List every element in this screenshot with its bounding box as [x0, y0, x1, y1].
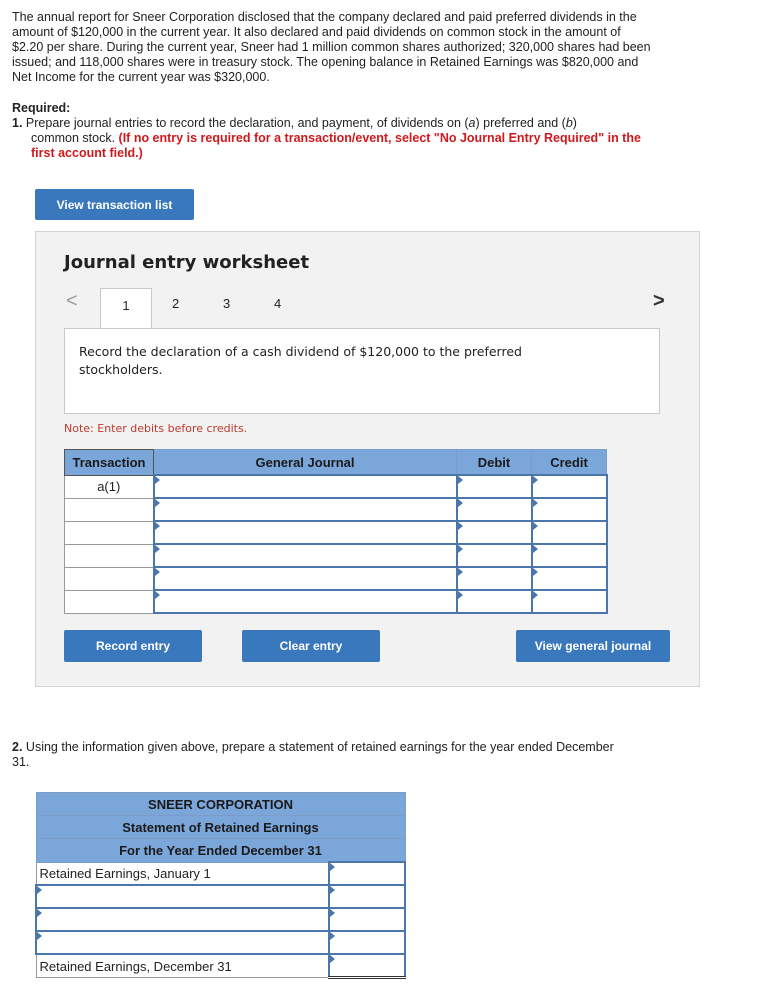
record-entry-button[interactable]: Record entry	[64, 630, 202, 662]
journal-row	[65, 521, 607, 544]
statement-row	[36, 931, 405, 954]
transaction-header: Transaction	[65, 450, 154, 476]
journal-table	[64, 449, 608, 614]
view-transaction-list-button[interactable]: View transaction list	[35, 189, 194, 220]
journal-row	[65, 544, 607, 567]
amount-input[interactable]	[329, 931, 405, 954]
statement-label: Retained Earnings, January 1	[36, 862, 329, 885]
account-input[interactable]	[154, 590, 457, 613]
tab-4[interactable]: 4	[274, 296, 282, 311]
next-arrow-icon[interactable]: >	[653, 290, 665, 312]
credit-input[interactable]	[532, 475, 607, 498]
statement-row	[36, 908, 405, 931]
account-input[interactable]	[154, 544, 457, 567]
requirement-1-a: a	[468, 116, 476, 130]
clear-entry-button[interactable]: Clear entry	[242, 630, 380, 662]
requirement-1-text-d: common stock.	[31, 131, 116, 145]
account-input[interactable]	[36, 885, 329, 908]
credit-input[interactable]	[532, 521, 607, 544]
view-general-journal-button[interactable]: View general journal	[516, 630, 670, 662]
amount-input[interactable]	[329, 885, 405, 908]
statement-company: SNEER CORPORATION	[36, 793, 405, 816]
account-input[interactable]	[154, 475, 457, 498]
credit-input[interactable]	[532, 567, 607, 590]
tab-2[interactable]: 2	[172, 296, 180, 311]
debits-note: Note: Enter debits before credits.	[64, 422, 248, 435]
statement-header-row	[36, 839, 405, 863]
transaction-description: Record the declaration of a cash dividend of $120,000 to the preferred stockholders.	[79, 344, 522, 377]
required-heading: Required:	[12, 101, 71, 115]
general-journal-header: General Journal	[154, 450, 457, 476]
debit-header: Debit	[457, 450, 532, 476]
journal-row	[65, 498, 607, 521]
debit-input[interactable]	[457, 567, 532, 590]
journal-row	[65, 590, 607, 613]
account-input[interactable]	[36, 908, 329, 931]
requirement-1-b: b	[565, 116, 573, 130]
transaction-cell	[65, 498, 154, 521]
worksheet-title: Journal entry worksheet	[64, 252, 310, 273]
account-input[interactable]	[154, 521, 457, 544]
transaction-cell	[65, 544, 154, 567]
account-input[interactable]	[154, 498, 457, 521]
requirement-1-number: 1.	[12, 116, 23, 130]
credit-input[interactable]	[532, 498, 607, 521]
retained-earnings-statement	[35, 792, 406, 979]
debit-input[interactable]	[457, 498, 532, 521]
requirement-1	[12, 116, 652, 161]
requirement-2-text: Using the information given above, prepare a statement of retained earnings for the year ended December 31.	[12, 740, 614, 769]
requirement-2-number: 2.	[12, 740, 23, 754]
journal-row	[65, 567, 607, 590]
credit-input[interactable]	[532, 590, 607, 613]
statement-row	[36, 862, 405, 885]
transaction-cell	[65, 590, 154, 613]
requirement-1-text-c: )	[572, 116, 577, 130]
transaction-cell	[65, 521, 154, 544]
statement-header-row	[36, 793, 405, 816]
journal-row	[65, 475, 607, 498]
journal-entry-worksheet	[35, 231, 700, 687]
tab-3[interactable]: 3	[223, 296, 231, 311]
statement-label: Retained Earnings, December 31	[36, 954, 329, 978]
transaction-cell: a(1)	[65, 475, 154, 498]
requirement-1-text-a: Prepare journal entries to record the declaration, and payment, of dividends on (	[25, 116, 469, 130]
debit-input[interactable]	[457, 544, 532, 567]
credit-input[interactable]	[532, 544, 607, 567]
amount-input[interactable]	[329, 862, 405, 885]
requirement-1-instruction: (If no entry is required for a transaction/event, select "No Journal Entry Required" in the first account field.)	[31, 131, 641, 160]
requirement-1-text-b: ) preferred and (	[475, 116, 566, 130]
account-input[interactable]	[36, 931, 329, 954]
statement-row	[36, 954, 405, 978]
statement-period: For the Year Ended December 31	[36, 839, 405, 863]
debit-input[interactable]	[457, 590, 532, 613]
credit-header: Credit	[532, 450, 607, 476]
total-amount-input[interactable]	[329, 954, 405, 978]
statement-row	[36, 885, 405, 908]
requirement-2	[12, 740, 632, 770]
statement-header-row	[36, 816, 405, 839]
amount-input[interactable]	[329, 908, 405, 931]
journal-header-row	[65, 450, 607, 476]
problem-text: The annual report for Sneer Corporation disclosed that the company declared and paid preferred dividends in the amount of $120,000 in the current year. It also declared and paid dividends on common stock in the amount of $2.20 per share. During the current year, Sneer had 1 million common shares authorized; 320,000 shares had been issued; and 118,000 shares were in treasury stock. The opening balance in Retained Earnings was $820,000 and Net Income for the current year was $320,000.	[12, 10, 651, 84]
account-input[interactable]	[154, 567, 457, 590]
previous-arrow-icon[interactable]: <	[66, 290, 78, 312]
transaction-cell	[65, 567, 154, 590]
debit-input[interactable]	[457, 521, 532, 544]
tab-1[interactable]: 1	[100, 288, 152, 329]
requirement-1-continued	[12, 131, 652, 161]
statement-title: Statement of Retained Earnings	[36, 816, 405, 839]
transaction-description-box	[64, 328, 660, 414]
debit-input[interactable]	[457, 475, 532, 498]
